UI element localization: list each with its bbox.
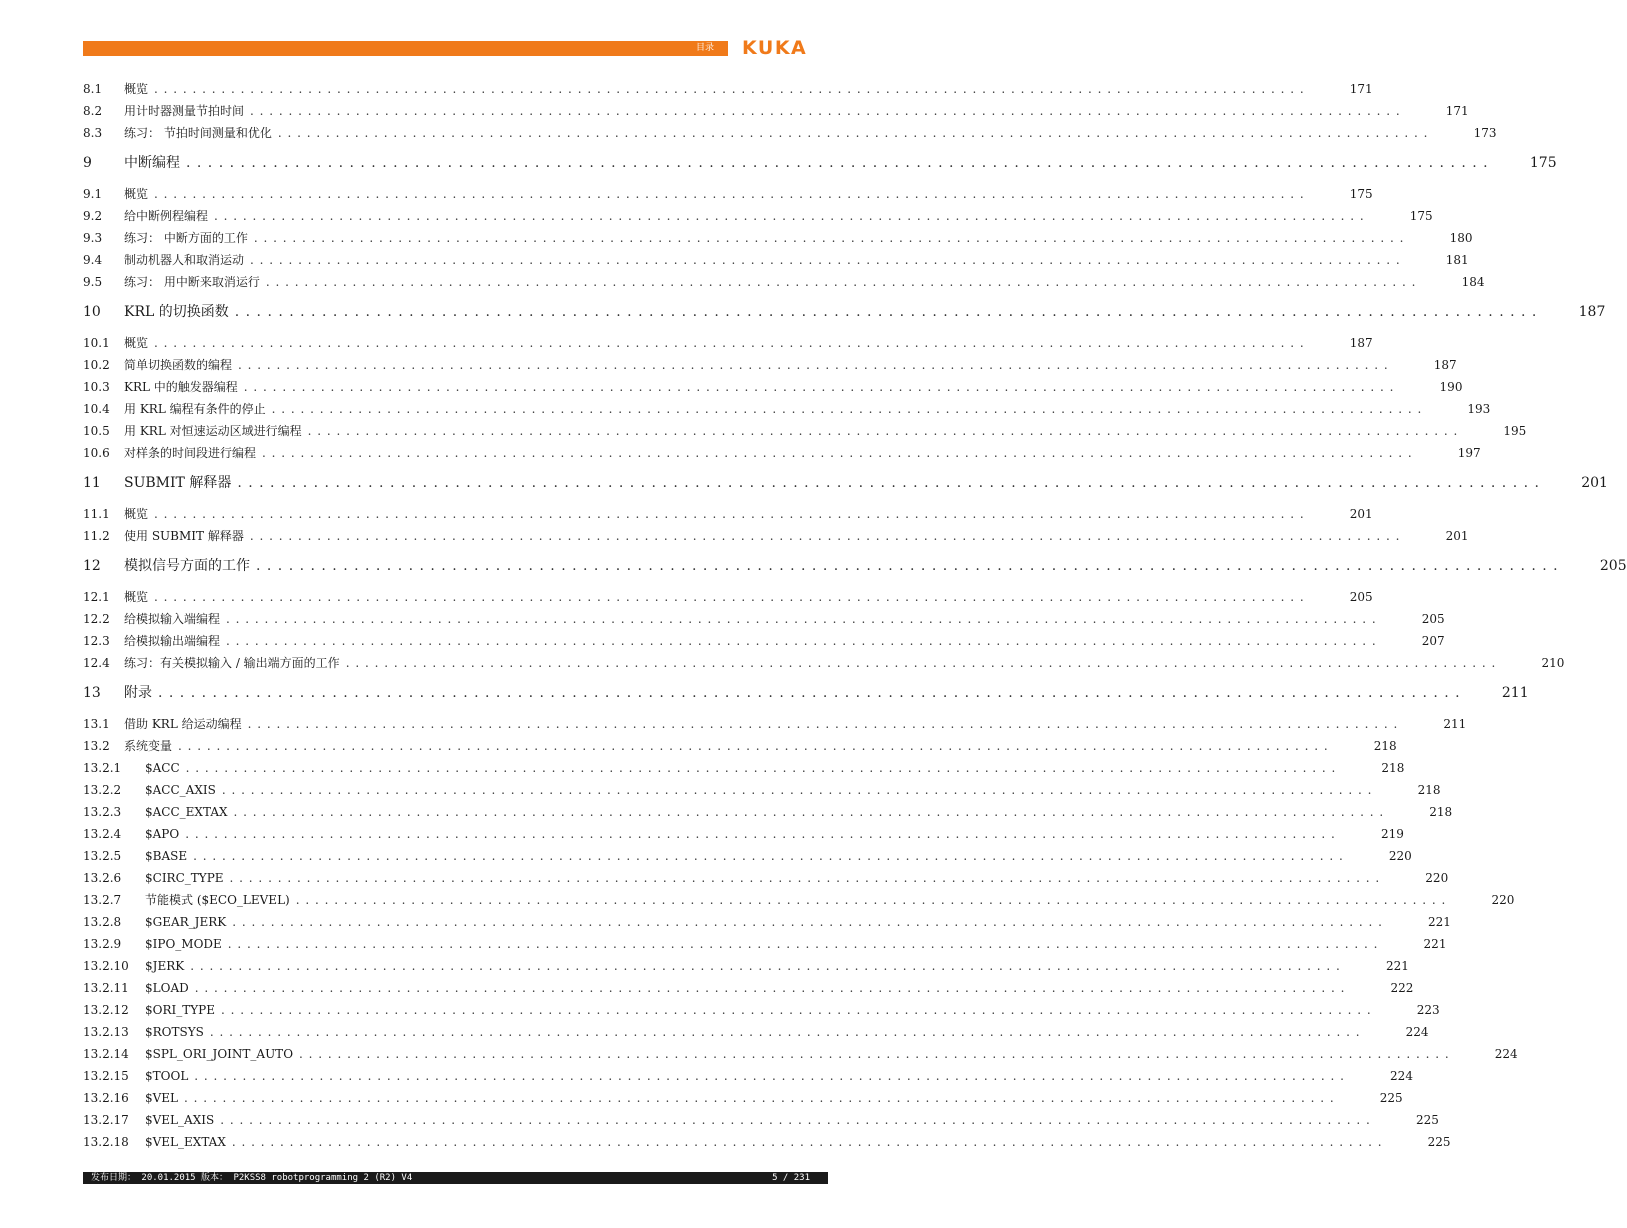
- toc-entry-page: 220: [1491, 893, 1515, 907]
- toc-entry[interactable]: [83, 420, 1527, 442]
- toc-entry[interactable]: [83, 503, 1373, 525]
- toc-leader-dots: . . . . . . . . . . . . . . . . . . . . . . . . . . . . . . . . . . . . . . . . . . . . . . . . . . . . . . . . . . . . . . . . . . . . . . . . . . . . . . . . . . . . . . . . . . . . . . . . . . . . . . . . . . . . . . . . . . . . . . . .: [221, 783, 1373, 797]
- toc-entry-title: $LOAD: [145, 981, 189, 995]
- toc-entry-title: $VEL: [145, 1091, 179, 1105]
- toc-entry[interactable]: [83, 779, 1441, 801]
- toc-entry-page: 201: [1349, 507, 1373, 521]
- toc-leader-dots: . . . . . . . . . . . . . . . . . . . . . . . . . . . . . . . . . . . . . . . . . . . . . . . . . . . . . . . . . . . . . . . . . . . . . . . . . . . . . . . . . . . . . . . . . . . . . . . . . . . . . . . . . . . . . . . . . . . . . . . .: [158, 685, 1461, 701]
- toc-leader-dots: . . . . . . . . . . . . . . . . . . . . . . . . . . . . . . . . . . . . . . . . . . . . . . . . . . . . . . . . . . . . . . . . . . . . . . . . . . . . . . . . . . . . . . . . . . . . . . . . . . . . . . . . . . . . . . . . . . . . . . . .: [220, 1113, 1371, 1127]
- toc-entry-title: 制动机器人和取消运动: [124, 253, 245, 267]
- toc-entry-number: 11: [83, 475, 101, 491]
- toc-leader-dots: . . . . . . . . . . . . . . . . . . . . . . . . . . . . . . . . . . . . . . . . . . . . . . . . . . . . . . . . . . . . . . . . . . . . . . . . . . . . . . . . . . . . . . . . . . . . . . . . . . . . . . . . . . . . . . . . . . . . . . . .: [250, 104, 1401, 118]
- toc-entry-number: 12.4: [83, 656, 110, 670]
- table-of-contents: [83, 78, 1627, 1153]
- toc-entry[interactable]: [83, 630, 1445, 652]
- toc-entry-page: 184: [1461, 275, 1485, 289]
- toc-entry-number: 13.2: [83, 739, 110, 753]
- toc-entry-page: 171: [1349, 82, 1373, 96]
- footer-bar: [83, 1172, 828, 1184]
- toc-entry-title: 概览: [124, 507, 149, 521]
- toc-entry[interactable]: [83, 100, 1469, 122]
- toc-entry-title: 练习： 节拍时间测量和优化: [124, 126, 272, 140]
- toc-entry-title: 用计时器测量节拍时间: [124, 104, 245, 118]
- toc-entry-page: 175: [1349, 187, 1373, 201]
- toc-entry[interactable]: [83, 735, 1397, 757]
- toc-entry-title: $ACC: [145, 761, 180, 775]
- toc-entry-page: 201: [1445, 529, 1469, 543]
- toc-entry-number: 13.2.3: [83, 805, 122, 819]
- toc-entry[interactable]: [83, 1065, 1413, 1087]
- toc-entry-page: 180: [1449, 231, 1473, 245]
- toc-entry-title: $SPL_ORI_JOINT_AUTO: [145, 1047, 294, 1061]
- toc-entry-page: 205: [1599, 558, 1627, 574]
- toc-entry-number: 9.1: [83, 187, 103, 201]
- toc-leader-dots: . . . . . . . . . . . . . . . . . . . . . . . . . . . . . . . . . . . . . . . . . . . . . . . . . . . . . . . . . . . . . . . . . . . . . . . . . . . . . . . . . . . . . . . . . . . . . . . . . . . . . . . . . . . . . . . . . . . . . . . .: [237, 475, 1540, 491]
- toc-leader-dots: . . . . . . . . . . . . . . . . . . . . . . . . . . . . . . . . . . . . . . . . . . . . . . . . . . . . . . . . . . . . . . . . . . . . . . . . . . . . . . . . . . . . . . . . . . . . . . . . . . . . . . . . . . . . . . . . . . . . . . . .: [185, 761, 1337, 775]
- toc-entry-title: $ORI_TYPE: [145, 1003, 216, 1017]
- toc-entry-number: 10.6: [83, 446, 110, 460]
- toc-entry[interactable]: [83, 466, 1608, 501]
- toc-leader-dots: . . . . . . . . . . . . . . . . . . . . . . . . . . . . . . . . . . . . . . . . . . . . . . . . . . . . . . . . . . . . . . . . . . . . . . . . . . . . . . . . . . . . . . . . . . . . . . . . . . . . . . . . . . . . . . . . . . . . . . . .: [226, 634, 1377, 648]
- toc-entry-number: 12: [83, 558, 101, 574]
- toc-entry-title: $GEAR_JERK: [145, 915, 227, 929]
- toc-leader-dots: . . . . . . . . . . . . . . . . . . . . . . . . . . . . . . . . . . . . . . . . . . . . . . . . . . . . . . . . . . . . . . . . . . . . . . . . . . . . . . . . . . . . . . . . . . . . . . . . . . . . . . . . . . . . . . . . . . . . . . . .: [256, 558, 1559, 574]
- toc-entry-title: 概览: [124, 590, 149, 604]
- toc-entry-number: 11.2: [83, 529, 110, 543]
- toc-leader-dots: . . . . . . . . . . . . . . . . . . . . . . . . . . . . . . . . . . . . . . . . . . . . . . . . . . . . . . . . . . . . . . . . . . . . . . . . . . . . . . . . . . . . . . . . . . . . . . . . . . . . . . . . . . . . . . . . . . . . . . . .: [154, 507, 1305, 521]
- toc-entry-page: 218: [1417, 783, 1441, 797]
- toc-entry[interactable]: [83, 442, 1481, 464]
- toc-entry[interactable]: [83, 354, 1457, 376]
- toc-entry[interactable]: [83, 933, 1447, 955]
- toc-entry[interactable]: [83, 757, 1405, 779]
- toc-entry-page: 187: [1433, 358, 1457, 372]
- toc-entry[interactable]: [83, 823, 1404, 845]
- toc-entry[interactable]: [83, 295, 1606, 330]
- toc-entry[interactable]: [83, 227, 1473, 249]
- toc-entry[interactable]: [83, 867, 1449, 889]
- toc-leader-dots: . . . . . . . . . . . . . . . . . . . . . . . . . . . . . . . . . . . . . . . . . . . . . . . . . . . . . . . . . . . . . . . . . . . . . . . . . . . . . . . . . . . . . . . . . . . . . . . . . . . . . . . . . . . . . . . . . . . . . . . .: [277, 126, 1429, 140]
- toc-entry[interactable]: [83, 586, 1373, 608]
- toc-entry-number: 13.2.16: [83, 1091, 129, 1105]
- toc-entry[interactable]: [83, 146, 1557, 181]
- section-label: 目录: [695, 43, 714, 53]
- toc-entry-number: 9: [83, 155, 92, 171]
- toc-entry-number: 13.2.10: [83, 959, 129, 973]
- toc-leader-dots: . . . . . . . . . . . . . . . . . . . . . . . . . . . . . . . . . . . . . . . . . . . . . . . . . . . . . . . . . . . . . . . . . . . . . . . . . . . . . . . . . . . . . . . . . . . . . . . . . . . . . . . . . . . . . . . . . . . . . . . .: [345, 656, 1497, 670]
- toc-entry-number: 9.4: [83, 253, 103, 267]
- toc-leader-dots: . . . . . . . . . . . . . . . . . . . . . . . . . . . . . . . . . . . . . . . . . . . . . . . . . . . . . . . . . . . . . . . . . . . . . . . . . . . . . . . . . . . . . . . . . . . . . . . . . . . . . . . . . . . . . . . . . . . . . . . .: [229, 871, 1381, 885]
- toc-entry-number: 8.3: [83, 126, 103, 140]
- toc-entry-page: 225: [1379, 1091, 1403, 1105]
- toc-entry-page: 175: [1409, 209, 1433, 223]
- toc-entry-number: 12.3: [83, 634, 110, 648]
- toc-entry-page: 221: [1423, 937, 1447, 951]
- toc-entry-number: 13.2.1: [83, 761, 122, 775]
- toc-entry[interactable]: [83, 955, 1409, 977]
- toc-entry-title: 模拟信号方面的工作: [124, 558, 250, 574]
- toc-entry-title: $JERK: [145, 959, 185, 973]
- toc-entry[interactable]: [83, 889, 1515, 911]
- toc-entry-number: 9.3: [83, 231, 103, 245]
- toc-entry-title: 中断编程: [124, 155, 180, 171]
- toc-entry-title: $TOOL: [145, 1069, 189, 1083]
- toc-entry-number: 13.2.4: [83, 827, 122, 841]
- toc-entry[interactable]: [83, 1087, 1403, 1109]
- toc-entry-number: 10.1: [83, 336, 110, 350]
- toc-leader-dots: . . . . . . . . . . . . . . . . . . . . . . . . . . . . . . . . . . . . . . . . . . . . . . . . . . . . . . . . . . . . . . . . . . . . . . . . . . . . . . . . . . . . . . . . . . . . . . . . . . . . . . . . . . . . . . . . . . . . . . . .: [243, 380, 1395, 394]
- toc-entry-title: $ACC_AXIS: [145, 783, 216, 797]
- toc-entry-page: 175: [1529, 155, 1557, 171]
- toc-entry-title: $IPO_MODE: [145, 937, 222, 951]
- toc-leader-dots: . . . . . . . . . . . . . . . . . . . . . . . . . . . . . . . . . . . . . . . . . . . . . . . . . . . . . . . . . . . . . . . . . . . . . . . . . . . . . . . . . . . . . . . . . . . . . . . . . . . . . . . . . . . . . . . . . . . . . . . .: [184, 1091, 1335, 1105]
- toc-entry-title: 使用 SUBMIT 解释器: [124, 529, 244, 543]
- toc-entry[interactable]: [83, 271, 1485, 293]
- toc-entry[interactable]: [83, 1021, 1429, 1043]
- toc-entry-number: 11.1: [83, 507, 110, 521]
- toc-entry[interactable]: [83, 1109, 1439, 1131]
- toc-entry-title: 概览: [124, 82, 149, 96]
- toc-entry-number: 10.4: [83, 402, 110, 416]
- toc-leader-dots: . . . . . . . . . . . . . . . . . . . . . . . . . . . . . . . . . . . . . . . . . . . . . . . . . . . . . . . . . . . . . . . . . . . . . . . . . . . . . . . . . . . . . . . . . . . . . . . . . . . . . . . . . . . . . . . . . . . . . . . .: [154, 336, 1305, 350]
- toc-leader-dots: . . . . . . . . . . . . . . . . . . . . . . . . . . . . . . . . . . . . . . . . . . . . . . . . . . . . . . . . . . . . . . . . . . . . . . . . . . . . . . . . . . . . . . . . . . . . . . . . . . . . . . . . . . . . . . . . . . . . . . . .: [265, 275, 1417, 289]
- toc-entry-number: 13.2.7: [83, 893, 122, 907]
- toc-entry-page: 225: [1415, 1113, 1439, 1127]
- toc-entry[interactable]: [83, 652, 1565, 674]
- toc-entry[interactable]: [83, 376, 1463, 398]
- toc-entry-number: 13.2.2: [83, 783, 122, 797]
- toc-leader-dots: . . . . . . . . . . . . . . . . . . . . . . . . . . . . . . . . . . . . . . . . . . . . . . . . . . . . . . . . . . . . . . . . . . . . . . . . . . . . . . . . . . . . . . . . . . . . . . . . . . . . . . . . . . . . . . . . . . . . . . . .: [238, 358, 1389, 372]
- toc-leader-dots: . . . . . . . . . . . . . . . . . . . . . . . . . . . . . . . . . . . . . . . . . . . . . . . . . . . . . . . . . . . . . . . . . . . . . . . . . . . . . . . . . . . . . . . . . . . . . . . . . . . . . . . . . . . . . . . . . . . . . . . .: [194, 1069, 1345, 1083]
- toc-entry-number: 12.2: [83, 612, 110, 626]
- toc-entry-number: 13.2.12: [83, 1003, 129, 1017]
- toc-entry[interactable]: [83, 676, 1529, 711]
- toc-entry-title: 系统变量: [124, 739, 173, 753]
- toc-entry-page: 195: [1503, 424, 1527, 438]
- toc-entry[interactable]: [83, 911, 1451, 933]
- toc-entry-number: 13.2.14: [83, 1047, 129, 1061]
- toc-entry-number: 13.2.15: [83, 1069, 129, 1083]
- toc-entry-number: 13.2.9: [83, 937, 122, 951]
- toc-entry[interactable]: [83, 249, 1469, 271]
- toc-leader-dots: . . . . . . . . . . . . . . . . . . . . . . . . . . . . . . . . . . . . . . . . . . . . . . . . . . . . . . . . . . . . . . . . . . . . . . . . . . . . . . . . . . . . . . . . . . . . . . . . . . . . . . . . . . . . . . . . . . . . . . . .: [253, 231, 1405, 245]
- toc-entry-number: 13.2.17: [83, 1113, 129, 1127]
- toc-leader-dots: . . . . . . . . . . . . . . . . . . . . . . . . . . . . . . . . . . . . . . . . . . . . . . . . . . . . . . . . . . . . . . . . . . . . . . . . . . . . . . . . . . . . . . . . . . . . . . . . . . . . . . . . . . . . . . . . . . . . . . . .: [233, 805, 1385, 819]
- footer-publication-info: 发布日期： 20.01.2015 版本： P2KSS8 robotprogramming 2 (R2) V4: [91, 1173, 413, 1183]
- toc-entry-number: 13: [83, 685, 101, 701]
- toc-entry-page: 205: [1421, 612, 1445, 626]
- toc-entry-number: 12.1: [83, 590, 110, 604]
- toc-entry[interactable]: [83, 801, 1453, 823]
- toc-entry-number: 10: [83, 304, 101, 320]
- toc-entry-number: 10.3: [83, 380, 110, 394]
- toc-entry[interactable]: [83, 845, 1412, 867]
- toc-entry-title: 练习：有关模拟输入 / 输出端方面的工作: [124, 656, 340, 670]
- toc-leader-dots: . . . . . . . . . . . . . . . . . . . . . . . . . . . . . . . . . . . . . . . . . . . . . . . . . . . . . . . . . . . . . . . . . . . . . . . . . . . . . . . . . . . . . . . . . . . . . . . . . . . . . . . . . . . . . . . . . . . . . . . .: [226, 612, 1377, 626]
- toc-entry-title: 对样条的时间段进行编程: [124, 446, 257, 460]
- toc-entry[interactable]: [83, 525, 1469, 547]
- toc-entry-page: 223: [1416, 1003, 1440, 1017]
- toc-entry-page: 197: [1457, 446, 1481, 460]
- toc-leader-dots: . . . . . . . . . . . . . . . . . . . . . . . . . . . . . . . . . . . . . . . . . . . . . . . . . . . . . . . . . . . . . . . . . . . . . . . . . . . . . . . . . . . . . . . . . . . . . . . . . . . . . . . . . . . . . . . . . . . . . . . .: [209, 1025, 1361, 1039]
- toc-entry-title: $ROTSYS: [145, 1025, 204, 1039]
- toc-entry[interactable]: [83, 332, 1373, 354]
- header-bar: [83, 41, 728, 56]
- toc-entry-page: 211: [1443, 717, 1467, 731]
- toc-leader-dots: . . . . . . . . . . . . . . . . . . . . . . . . . . . . . . . . . . . . . . . . . . . . . . . . . . . . . . . . . . . . . . . . . . . . . . . . . . . . . . . . . . . . . . . . . . . . . . . . . . . . . . . . . . . . . . . . . . . . . . . .: [234, 304, 1538, 320]
- toc-leader-dots: . . . . . . . . . . . . . . . . . . . . . . . . . . . . . . . . . . . . . . . . . . . . . . . . . . . . . . . . . . . . . . . . . . . . . . . . . . . . . . . . . . . . . . . . . . . . . . . . . . . . . . . . . . . . . . . . . . . . . . . .: [154, 590, 1305, 604]
- toc-entry-number: 13.2.6: [83, 871, 122, 885]
- toc-leader-dots: . . . . . . . . . . . . . . . . . . . . . . . . . . . . . . . . . . . . . . . . . . . . . . . . . . . . . . . . . . . . . . . . . . . . . . . . . . . . . . . . . . . . . . . . . . . . . . . . . . . . . . . . . . . . . . . . . . . . . . . .: [271, 402, 1423, 416]
- toc-entry-title: SUBMIT 解释器: [124, 475, 232, 491]
- toc-leader-dots: . . . . . . . . . . . . . . . . . . . . . . . . . . . . . . . . . . . . . . . . . . . . . . . . . . . . . . . . . . . . . . . . . . . . . . . . . . . . . . . . . . . . . . . . . . . . . . . . . . . . . . . . . . . . . . . . . . . . . . . .: [194, 981, 1346, 995]
- toc-entry-page: 220: [1388, 849, 1412, 863]
- toc-entry[interactable]: [83, 713, 1467, 735]
- toc-entry-title: 节能模式 ($ECO_LEVEL): [145, 893, 290, 907]
- toc-entry-page: 201: [1581, 475, 1608, 491]
- toc-leader-dots: . . . . . . . . . . . . . . . . . . . . . . . . . . . . . . . . . . . . . . . . . . . . . . . . . . . . . . . . . . . . . . . . . . . . . . . . . . . . . . . . . . . . . . . . . . . . . . . . . . . . . . . . . . . . . . . . . . . . . . . .: [185, 827, 1336, 841]
- toc-entry-number: 8.1: [83, 82, 103, 96]
- toc-entry-page: 218: [1373, 739, 1397, 753]
- toc-leader-dots: . . . . . . . . . . . . . . . . . . . . . . . . . . . . . . . . . . . . . . . . . . . . . . . . . . . . . . . . . . . . . . . . . . . . . . . . . . . . . . . . . . . . . . . . . . . . . . . . . . . . . . . . . . . . . . . . . . . . . . . .: [299, 1047, 1450, 1061]
- toc-entry-title: 借助 KRL 给运动编程: [124, 717, 242, 731]
- toc-entry-title: 练习： 用中断来取消运行: [124, 275, 260, 289]
- toc-entry-title: $ACC_EXTAX: [145, 805, 228, 819]
- toc-leader-dots: . . . . . . . . . . . . . . . . . . . . . . . . . . . . . . . . . . . . . . . . . . . . . . . . . . . . . . . . . . . . . . . . . . . . . . . . . . . . . . . . . . . . . . . . . . . . . . . . . . . . . . . . . . . . . . . . . . . . . . . .: [190, 959, 1341, 973]
- toc-entry-page: 218: [1381, 761, 1405, 775]
- toc-entry-number: 8.2: [83, 104, 103, 118]
- toc-entry-page: 181: [1445, 253, 1469, 267]
- toc-entry-title: KRL 的切换函数: [124, 304, 229, 320]
- toc-entry-page: 193: [1467, 402, 1491, 416]
- toc-entry-number: 13.2.8: [83, 915, 122, 929]
- toc-leader-dots: . . . . . . . . . . . . . . . . . . . . . . . . . . . . . . . . . . . . . . . . . . . . . . . . . . . . . . . . . . . . . . . . . . . . . . . . . . . . . . . . . . . . . . . . . . . . . . . . . . . . . . . . . . . . . . . . . . . . . . . .: [295, 893, 1447, 907]
- toc-entry-page: 207: [1421, 634, 1445, 648]
- toc-leader-dots: . . . . . . . . . . . . . . . . . . . . . . . . . . . . . . . . . . . . . . . . . . . . . . . . . . . . . . . . . . . . . . . . . . . . . . . . . . . . . . . . . . . . . . . . . . . . . . . . . . . . . . . . . . . . . . . . . . . . . . . .: [250, 253, 1401, 267]
- toc-entry[interactable]: [83, 122, 1497, 144]
- toc-entry[interactable]: [83, 183, 1373, 205]
- toc-entry-title: 给中断例程编程: [124, 209, 209, 223]
- kuka-logo: KUKA: [742, 37, 808, 59]
- toc-entry-number: 9.5: [83, 275, 103, 289]
- toc-entry[interactable]: [83, 1043, 1518, 1065]
- toc-entry-number: 13.2.13: [83, 1025, 129, 1039]
- toc-entry-page: 173: [1473, 126, 1497, 140]
- toc-entry-page: 219: [1380, 827, 1404, 841]
- toc-entry-title: $BASE: [145, 849, 188, 863]
- toc-entry-page: 211: [1501, 685, 1529, 701]
- toc-entry-title: $VEL_EXTAX: [145, 1135, 226, 1149]
- toc-entry-page: 220: [1425, 871, 1449, 885]
- toc-entry-page: 222: [1390, 981, 1414, 995]
- toc-entry-title: $VEL_AXIS: [145, 1113, 215, 1127]
- toc-leader-dots: . . . . . . . . . . . . . . . . . . . . . . . . . . . . . . . . . . . . . . . . . . . . . . . . . . . . . . . . . . . . . . . . . . . . . . . . . . . . . . . . . . . . . . . . . . . . . . . . . . . . . . . . . . . . . . . . . . . . . . . .: [193, 849, 1344, 863]
- footer-page-number: 5 / 231: [772, 1173, 810, 1183]
- toc-entry-title: 练习： 中断方面的工作: [124, 231, 248, 245]
- toc-entry-title: $APO: [145, 827, 180, 841]
- toc-entry-page: 224: [1405, 1025, 1429, 1039]
- toc-entry-title: 用 KRL 编程有条件的停止: [124, 402, 266, 416]
- toc-leader-dots: . . . . . . . . . . . . . . . . . . . . . . . . . . . . . . . . . . . . . . . . . . . . . . . . . . . . . . . . . . . . . . . . . . . . . . . . . . . . . . . . . . . . . . . . . . . . . . . . . . . . . . . . . . . . . . . . . . . . . . . .: [262, 446, 1413, 460]
- toc-entry-number: 9.2: [83, 209, 103, 223]
- toc-leader-dots: . . . . . . . . . . . . . . . . . . . . . . . . . . . . . . . . . . . . . . . . . . . . . . . . . . . . . . . . . . . . . . . . . . . . . . . . . . . . . . . . . . . . . . . . . . . . . . . . . . . . . . . . . . . . . . . . . . . . . . . .: [154, 187, 1305, 201]
- toc-entry-page: 187: [1349, 336, 1373, 350]
- toc-leader-dots: . . . . . . . . . . . . . . . . . . . . . . . . . . . . . . . . . . . . . . . . . . . . . . . . . . . . . . . . . . . . . . . . . . . . . . . . . . . . . . . . . . . . . . . . . . . . . . . . . . . . . . . . . . . . . . . . . . . . . . . .: [186, 155, 1489, 171]
- toc-entry-number: 10.2: [83, 358, 110, 372]
- toc-entry-page: 218: [1429, 805, 1453, 819]
- toc-leader-dots: . . . . . . . . . . . . . . . . . . . . . . . . . . . . . . . . . . . . . . . . . . . . . . . . . . . . . . . . . . . . . . . . . . . . . . . . . . . . . . . . . . . . . . . . . . . . . . . . . . . . . . . . . . . . . . . . . . . . . . . .: [247, 717, 1399, 731]
- toc-entry-title: 附录: [124, 685, 152, 701]
- toc-leader-dots: . . . . . . . . . . . . . . . . . . . . . . . . . . . . . . . . . . . . . . . . . . . . . . . . . . . . . . . . . . . . . . . . . . . . . . . . . . . . . . . . . . . . . . . . . . . . . . . . . . . . . . . . . . . . . . . . . . . . . . . .: [221, 1003, 1372, 1017]
- toc-entry-page: 221: [1428, 915, 1451, 929]
- toc-entry[interactable]: [83, 549, 1627, 584]
- toc-entry-number: 10.5: [83, 424, 110, 438]
- toc-entry-title: $CIRC_TYPE: [145, 871, 224, 885]
- toc-entry-title: KRL 中的触发器编程: [124, 380, 238, 394]
- toc-entry-page: 190: [1439, 380, 1463, 394]
- toc-entry-title: 给模拟输入端编程: [124, 612, 221, 626]
- toc-leader-dots: . . . . . . . . . . . . . . . . . . . . . . . . . . . . . . . . . . . . . . . . . . . . . . . . . . . . . . . . . . . . . . . . . . . . . . . . . . . . . . . . . . . . . . . . . . . . . . . . . . . . . . . . . . . . . . . . . . . . . . . .: [154, 82, 1305, 96]
- toc-entry-number: 13.2.5: [83, 849, 122, 863]
- toc-entry-number: 13.1: [83, 717, 110, 731]
- toc-entry-page: 210: [1541, 656, 1565, 670]
- toc-entry-page: 221: [1385, 959, 1409, 973]
- toc-entry[interactable]: [83, 999, 1440, 1021]
- toc-entry-number: 13.2.18: [83, 1135, 129, 1149]
- toc-entry-title: 概览: [124, 187, 149, 201]
- toc-entry-title: 概览: [124, 336, 149, 350]
- toc-entry-page: 171: [1445, 104, 1469, 118]
- toc-entry[interactable]: [83, 977, 1414, 999]
- toc-leader-dots: . . . . . . . . . . . . . . . . . . . . . . . . . . . . . . . . . . . . . . . . . . . . . . . . . . . . . . . . . . . . . . . . . . . . . . . . . . . . . . . . . . . . . . . . . . . . . . . . . . . . . . . . . . . . . . . . . . . . . . . .: [227, 937, 1379, 951]
- toc-entry-page: 224: [1494, 1047, 1518, 1061]
- toc-leader-dots: . . . . . . . . . . . . . . . . . . . . . . . . . . . . . . . . . . . . . . . . . . . . . . . . . . . . . . . . . . . . . . . . . . . . . . . . . . . . . . . . . . . . . . . . . . . . . . . . . . . . . . . . . . . . . . . . . . . . . . . .: [232, 915, 1383, 929]
- toc-leader-dots: . . . . . . . . . . . . . . . . . . . . . . . . . . . . . . . . . . . . . . . . . . . . . . . . . . . . . . . . . . . . . . . . . . . . . . . . . . . . . . . . . . . . . . . . . . . . . . . . . . . . . . . . . . . . . . . . . . . . . . . .: [307, 424, 1459, 438]
- toc-entry-page: 205: [1349, 590, 1373, 604]
- toc-entry[interactable]: [83, 78, 1373, 100]
- toc-entry-page: 224: [1390, 1069, 1413, 1083]
- toc-entry-title: 简单切换函数的编程: [124, 358, 233, 372]
- toc-leader-dots: . . . . . . . . . . . . . . . . . . . . . . . . . . . . . . . . . . . . . . . . . . . . . . . . . . . . . . . . . . . . . . . . . . . . . . . . . . . . . . . . . . . . . . . . . . . . . . . . . . . . . . . . . . . . . . . . . . . . . . . .: [178, 739, 1329, 753]
- toc-leader-dots: . . . . . . . . . . . . . . . . . . . . . . . . . . . . . . . . . . . . . . . . . . . . . . . . . . . . . . . . . . . . . . . . . . . . . . . . . . . . . . . . . . . . . . . . . . . . . . . . . . . . . . . . . . . . . . . . . . . . . . . .: [231, 1135, 1383, 1149]
- toc-entry-title: 给模拟输出端编程: [124, 634, 221, 648]
- toc-entry[interactable]: [83, 1131, 1451, 1153]
- toc-leader-dots: . . . . . . . . . . . . . . . . . . . . . . . . . . . . . . . . . . . . . . . . . . . . . . . . . . . . . . . . . . . . . . . . . . . . . . . . . . . . . . . . . . . . . . . . . . . . . . . . . . . . . . . . . . . . . . . . . . . . . . . .: [249, 529, 1401, 543]
- toc-entry[interactable]: [83, 608, 1445, 630]
- toc-entry-page: 225: [1427, 1135, 1451, 1149]
- toc-entry[interactable]: [83, 205, 1433, 227]
- toc-entry[interactable]: [83, 398, 1491, 420]
- toc-entry-page: 187: [1578, 304, 1606, 320]
- toc-entry-title: 用 KRL 对恒速运动区域进行编程: [124, 424, 302, 438]
- toc-entry-number: 13.2.11: [83, 981, 129, 995]
- toc-leader-dots: . . . . . . . . . . . . . . . . . . . . . . . . . . . . . . . . . . . . . . . . . . . . . . . . . . . . . . . . . . . . . . . . . . . . . . . . . . . . . . . . . . . . . . . . . . . . . . . . . . . . . . . . . . . . . . . . . . . . . . . .: [214, 209, 1365, 223]
